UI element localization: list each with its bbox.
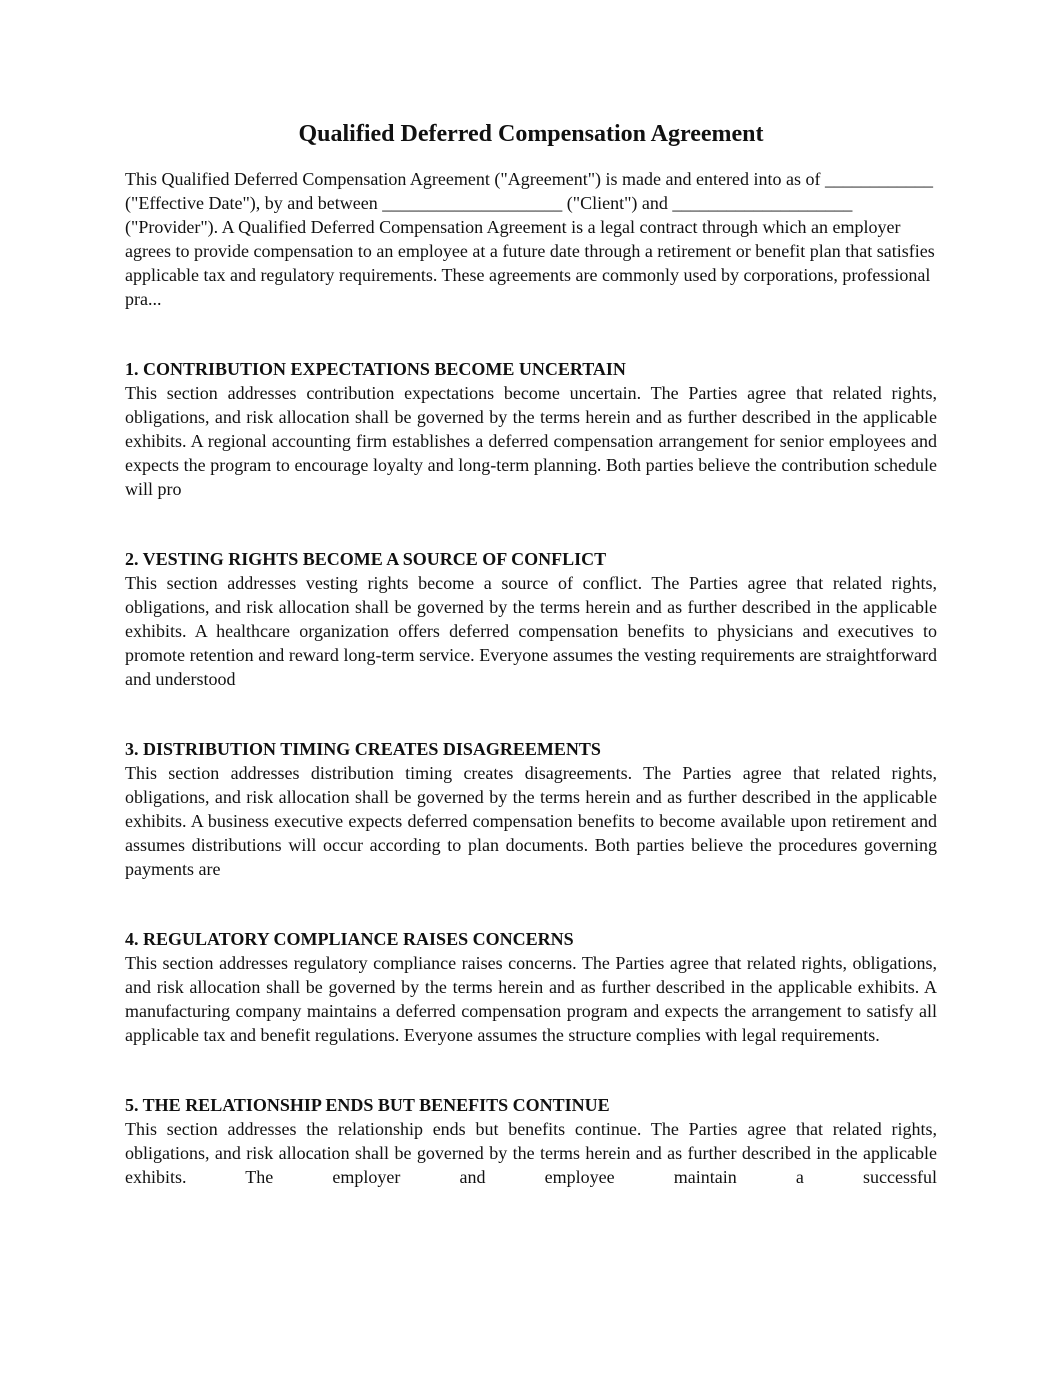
section-5	[125, 1093, 937, 1189]
intro-paragraph: This Qualified Deferred Compensation Agreement ("Agreement") is made and entered into as of ____________ ("Effective Date"), by and between ____________________ ("Client") and ____________________ ("Provider"). A Qualified Deferred Compensation Agreement is a legal contract through which an employer agrees to provide compensation to an employee at a future date through a retirement or benefit plan that satisfies applicable tax and regulatory requirements. These agreements are commonly used by corporations, professional pra...	[125, 168, 935, 309]
section-body: This section addresses vesting rights become a source of conflict. The Parties agree that related rights, obligations, and risk allocation shall be governed by the terms herein and as further described in the applicable exhibits. A healthcare organization offers deferred compensation benefits to physicians and executives to promote retention and reward long-term service. Everyone assumes the vesting requirements are straightforward and understood	[125, 572, 937, 689]
section-body: This section addresses contribution expectations become uncertain. The Parties agree that related rights, obligations, and risk allocation shall be governed by the terms herein and as further described in the applicable exhibits. A regional accounting firm establishes a deferred compensation arrangement for senior employees and expects the program to encourage loyalty and long-term planning. Both parties believe the contribution schedule will pro	[125, 382, 937, 499]
section-1	[125, 357, 937, 501]
section-heading: 2. VESTING RIGHTS BECOME A SOURCE OF CONFLICT	[125, 548, 607, 569]
document-page	[125, 120, 937, 1189]
section-heading: 1. CONTRIBUTION EXPECTATIONS BECOME UNCERTAIN	[125, 358, 626, 379]
section-heading: 4. REGULATORY COMPLIANCE RAISES CONCERNS	[125, 928, 574, 949]
section-body: This section addresses the relationship ends but benefits continue. The Parties agree that related rights, obligations, and risk allocation shall be governed by the terms herein and as further described in the applicable exhibits. The employer and employee maintain a successful	[125, 1118, 937, 1187]
section-2	[125, 547, 937, 691]
section-body: This section addresses distribution timing creates disagreements. The Parties agree that related rights, obligations, and risk allocation shall be governed by the terms herein and as further described in the applicable exhibits. A business executive expects deferred compensation benefits to become available upon retirement and assumes distributions will occur according to plan documents. Both parties believe the procedures governing payments are	[125, 762, 937, 879]
section-3	[125, 737, 937, 881]
section-heading: 5. THE RELATIONSHIP ENDS BUT BENEFITS CONTINUE	[125, 1094, 610, 1115]
document-title: Qualified Deferred Compensation Agreement	[298, 121, 764, 147]
section-4	[125, 927, 937, 1047]
section-body: This section addresses regulatory compliance raises concerns. The Parties agree that related rights, obligations, and risk allocation shall be governed by the terms herein and as further described in the applicable exhibits. A manufacturing company maintains a deferred compensation program and expects the arrangement to satisfy all applicable tax and benefit regulations. Everyone assumes the structure complies with legal requirements.	[125, 952, 937, 1045]
section-heading: 3. DISTRIBUTION TIMING CREATES DISAGREEMENTS	[125, 738, 601, 759]
